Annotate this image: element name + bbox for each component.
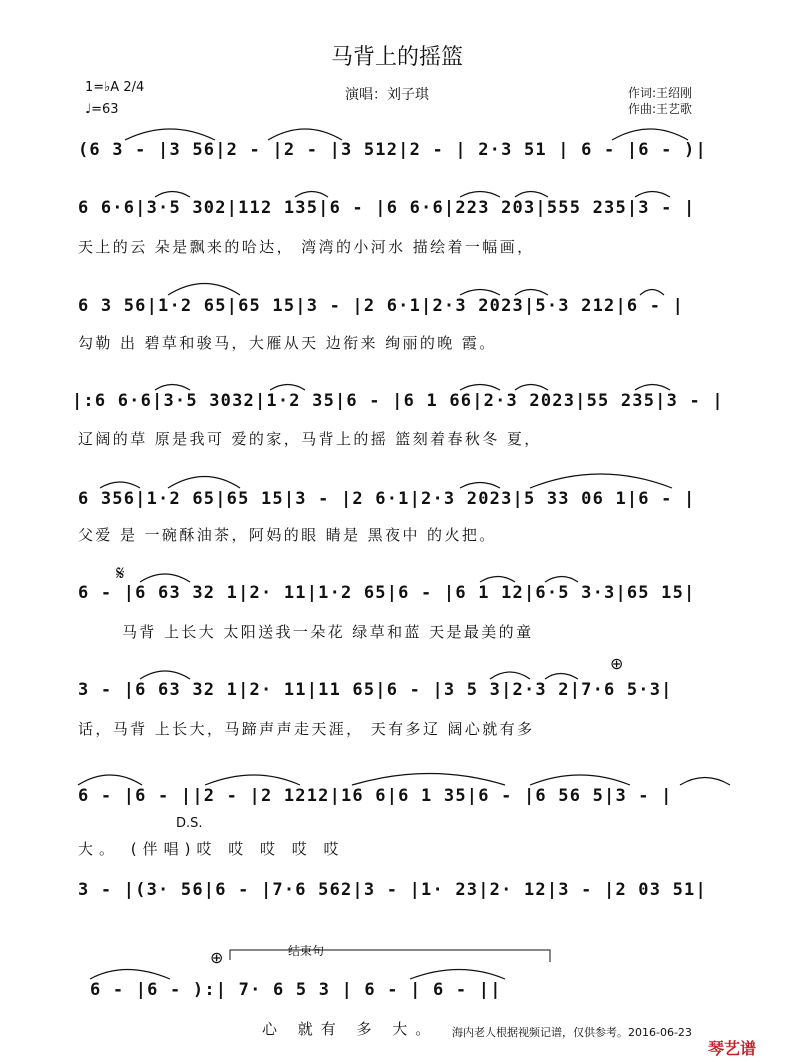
- slur: [410, 970, 505, 980]
- slur: [490, 672, 530, 679]
- slur: [545, 577, 578, 583]
- slur: [90, 970, 170, 980]
- slur: [100, 482, 140, 488]
- notation-row: 3 - |(3· 56|6 - |7·6 562|3 - |1· 23|2· 12|3 - |2 03 51|: [78, 880, 707, 900]
- notation-row: 6 - |6 - ||2 - |2 1212|16 6|6 1 35|6 - |6 56 5|3 - |: [78, 786, 673, 806]
- ending-bracket: [230, 950, 550, 962]
- ending-label: 结束句: [288, 944, 325, 958]
- lyrics-row: 勾勒 出 碧草和骏马，大雁从天 边衔来 绚丽的晚 霞。: [78, 334, 497, 352]
- lyrics-row: 辽阔的草 原是我可 爱的家，马背上的摇 篮刻着春秋冬 夏，: [78, 430, 542, 448]
- slur: [140, 671, 190, 679]
- lyrics-row: 父爱 是 一碗酥油茶，阿妈的眼 睛是 黑夜中 的火把。: [78, 526, 497, 544]
- transcription-note: 海内老人根据视频记谱，仅供参考。2016-06-23: [452, 1026, 692, 1039]
- slur: [155, 192, 190, 198]
- slur: [270, 385, 305, 391]
- slur: [515, 385, 548, 391]
- slur: [155, 385, 190, 391]
- slur: [545, 674, 578, 680]
- notation-row: 6 - |6 63 32 1|2· 11|1·2 65|6 - |6 1 12|6·5 3·3|65 15|: [78, 583, 696, 603]
- lyrics-row: 天上的云 朵是飘来的哈达， 湾湾的小河水 描绘着一幅画，: [78, 238, 535, 256]
- notation-row: |:6 6·6|3·5 3032|1·2 35|6 - |6 1 66|2·3 2023|55 235|3 - |: [72, 391, 724, 411]
- lyrics-row: 话，马背 上长大，马蹄声声走天涯， 天有多辽 阔心就有多: [78, 720, 535, 738]
- slur: [205, 775, 300, 785]
- notation-row: (6 3 - |3 56|2 - |2 - |3 512|2 - | 2·3 51 | 6 - |6 - )|: [78, 140, 707, 160]
- notation-row: 6 6·6|3·5 302|112 135|6 - |6 6·6|223 203|555 235|3 - |: [78, 198, 696, 218]
- notation-row: 3 - |6 63 32 1|2· 11|11 65|6 - |3 5 3|2·3 2|7·6 5·3|: [78, 680, 673, 700]
- notation-row: 6 - |6 - ):| 7· 6 5 3 | 6 - | 6 - ||: [90, 980, 502, 1000]
- coda-mark: ⊕: [210, 948, 224, 967]
- singer-credit: 演唱：刘子琪: [345, 87, 429, 103]
- slur: [168, 284, 240, 296]
- ds-mark: D.S.: [176, 816, 203, 831]
- slur: [140, 574, 190, 582]
- lyrics-row: 大。 (伴唱)哎 哎 哎 哎 哎: [78, 840, 345, 858]
- slur: [168, 477, 240, 489]
- site-logo: 琴艺谱: [708, 1039, 757, 1058]
- slur: [460, 385, 500, 391]
- slur: [530, 775, 630, 785]
- slur: [530, 474, 672, 488]
- slur: [515, 290, 548, 296]
- slur: [635, 192, 670, 198]
- slur: [460, 290, 500, 296]
- slur: [612, 129, 688, 140]
- lyrics-row: 心 就有 多 大。: [262, 1020, 439, 1038]
- page-title: 马背上的摇篮: [330, 45, 463, 70]
- slur: [125, 129, 215, 140]
- slur: [635, 385, 670, 391]
- slur: [515, 192, 548, 198]
- lyrics-row: 马背 上长大 太阳送我一朵花 绿草和蓝 天是最美的童: [122, 623, 534, 641]
- tempo-mark: ♩=63: [85, 102, 119, 117]
- notation-row: 6 356|1·2 65|65 15|3 - |2 6·1|2·3 2023|5 33 06 1|6 - |: [78, 489, 696, 509]
- notation-row: 6 3 56|1·2 65|65 15|3 - |2 6·1|2·3 2023|5·3 212|6 - |: [78, 296, 685, 316]
- slur: [680, 778, 730, 786]
- composer-credit: 作曲:王艺歌: [628, 102, 693, 116]
- segno-mark: 𝄋: [116, 561, 125, 585]
- slur: [460, 192, 500, 198]
- slur: [480, 577, 515, 583]
- lyricist-credit: 作词:王绍刚: [628, 86, 693, 100]
- slur: [295, 192, 328, 198]
- coda-mark: ⊕: [610, 654, 624, 673]
- slur: [78, 775, 142, 785]
- slur: [268, 129, 342, 140]
- slur: [640, 290, 664, 296]
- key-signature: 1=♭A 2/4: [85, 80, 145, 95]
- slur: [352, 774, 505, 786]
- slur: [460, 483, 500, 489]
